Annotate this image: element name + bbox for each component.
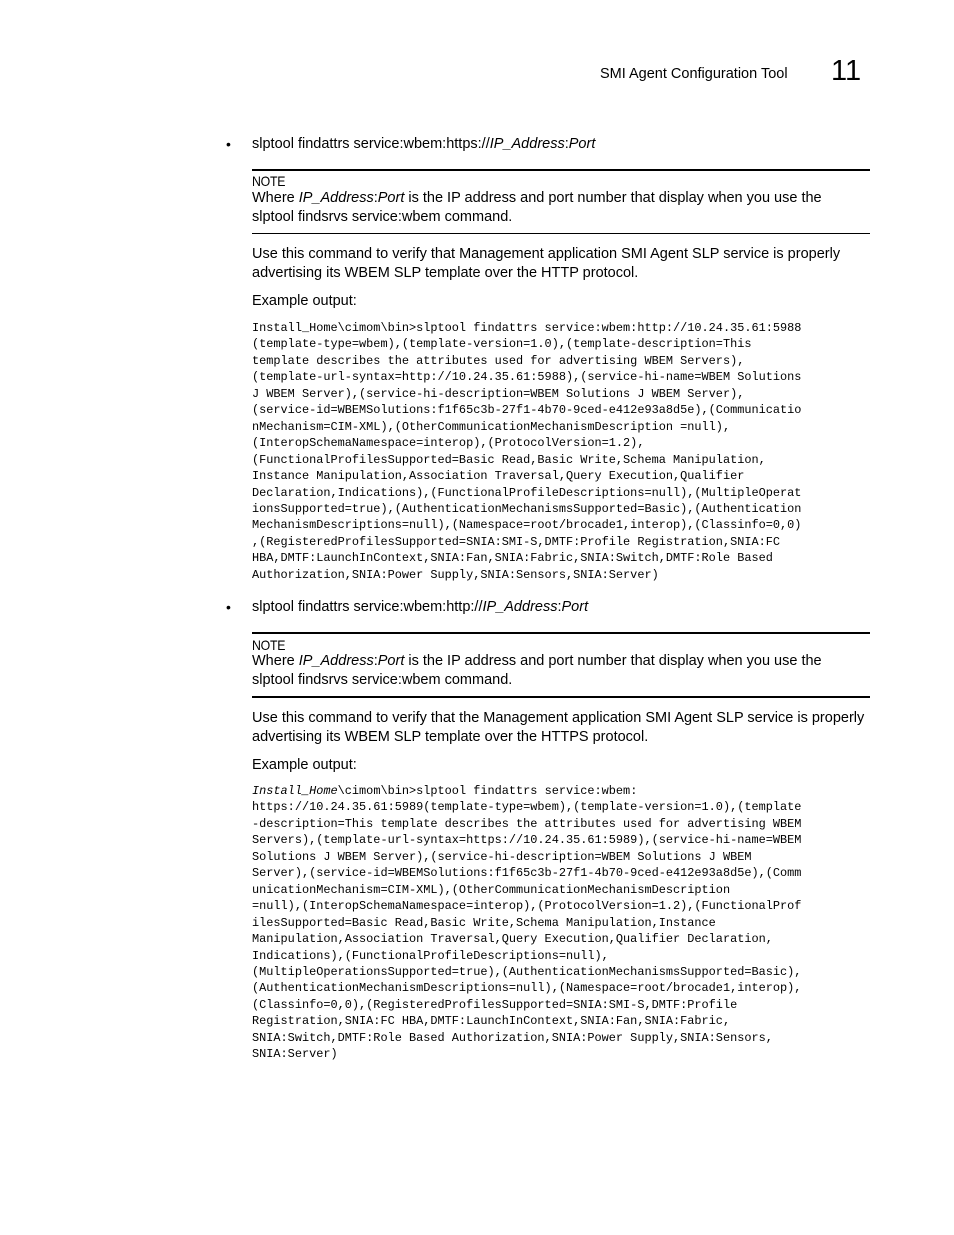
note-bottom-rule: [252, 696, 870, 698]
code-example-https: [252, 783, 872, 1063]
port-var: Port: [377, 653, 405, 669]
note-top-rule: [252, 169, 870, 171]
note-text: [252, 652, 872, 690]
port-var: Port: [377, 190, 405, 206]
code-example-http: Install_Home\cimom\bin>slptool findattrs service:wbem:http://10.24.35.61:5988 (template-type=wbem),(template-version=1.0),(template-description=This template describes the attributes used for advertising WBEM Servers), (template-url-syntax=http://10.24.35.61:5988),(service-hi-name=WBEM Solutions J WBEM Server),(service-hi-description=WBEM Solutions J WBEM Server), (service-id=WBEMSolutions:f1f65c3b-27f1-4b70-9ced-e412e93a8d5e),(Communicatio nMechanism=CIM-XML),(OtherCommunicationMechanismDescription =null), (InteropSchemaNamespace=interop),(ProtocolVersion=1.2), (FunctionalProfilesSupported=Basic Read,Basic Write,Schema Manipulation, Instance Manipulation,Association Traversal,Query Execution,Qualifier Declaration,Indications),(FunctionalProfileDescriptions=null),(MultipleOperat ionsSupported=true),(AuthenticationMechanismsSupported=Basic),(Authentication MechanismDescriptions=null),(Namespace=root/brocade1,interop),(Classinfo=0,0) ,(RegisteredProfilesSupported=SNIA:SMI-S,DMTF:Profile Registration,SNIA:FC HBA,DMTF:LaunchInContext,SNIA:Fan,SNIA:Fabric,SNIA:Switch,DMTF:Role Based Authorization,SNIA:Power Supply,SNIA:Sensors,SNIA:Server): [252, 321, 802, 582]
note-top-rule: [252, 632, 870, 634]
ip-address-var: IP_Address: [298, 190, 374, 206]
bullet-marker: •: [226, 136, 231, 152]
command-text: slptool findattrs service:wbem:http://: [252, 599, 483, 615]
note-text-pre: Where: [252, 653, 299, 669]
description-paragraph: [252, 245, 872, 283]
description-paragraph: [252, 709, 872, 747]
example-output-label: Example output:: [252, 757, 357, 773]
note-text: [252, 189, 872, 227]
description-line2: advertising its WBEM SLP template over the HTTP protocol.: [252, 265, 639, 281]
separator: :: [564, 136, 569, 152]
install-home-var: Install_Home: [252, 784, 338, 798]
separator: :: [373, 653, 378, 669]
note-text-line2: slptool findsrvs service:wbem command.: [252, 209, 513, 225]
bullet-marker: •: [226, 599, 231, 615]
ip-address-var: IP_Address: [482, 599, 558, 615]
port-var: Port: [568, 136, 596, 152]
chapter-number: 11: [831, 55, 862, 87]
separator: :: [557, 599, 562, 615]
note-text-pre: Where: [252, 190, 299, 206]
note-label: NOTE: [252, 637, 286, 653]
description-line1: Use this command to verify that Management application SMI Agent SLP service is properly: [252, 246, 841, 262]
bullet-command-http: [252, 598, 588, 617]
note-text-post: is the IP address and port number that display when you use the: [404, 190, 822, 206]
separator: :: [373, 190, 378, 206]
note-text-post: is the IP address and port number that display when you use the: [404, 653, 822, 669]
code-body: \cimom\bin>slptool findattrs service:wbem: https://10.24.35.61:5989(template-type=wbem),(template-version=1.0),(template -description=This template describes the attributes used for advertising WBEM Servers),(template-url-syntax=https://10.24.35.61:5989),(service-hi-name=WBEM Solutions J WBEM Server),(service-hi-description=WBEM Solutions J WBEM Server),(service-id=WBEMSolutions:f1f65c3b-27f1-4b70-9ced-e412e93a8d5e),(Comm unicationMechanism=CIM-XML),(OtherCommunicationMechanismDescription =null),(InteropSchemaNamespace=interop),(ProtocolVersion=1.2),(FunctionalProf ilesSupported=Basic Read,Basic Write,Schema Manipulation,Instance Manipulation,Association Traversal,Query Execution,Qualifier Declaration, Indications),(FunctionalProfileDescriptions=null), (MultipleOperationsSupported=true),(AuthenticationMechanismsSupported=Basic), (AuthenticationMechanismDescriptions=null),(Namespace=root/brocade1,interop), (Classinfo=0,0),(RegisteredProfilesSupported=SNIA:SMI-S,DMTF:Profile Registration,SNIA:FC HBA,DMTF:LaunchInContext,SNIA:Fan,SNIA:Fabric, SNIA:Switch,DMTF:Role Based Authorization,SNIA:Power Supply,SNIA:Sensors, SNIA:Server): [252, 784, 802, 1062]
note-text-line2: slptool findsrvs service:wbem command.: [252, 672, 513, 688]
ip-address-var: IP_Address: [489, 136, 565, 152]
ip-address-var: IP_Address: [298, 653, 374, 669]
description-line2: advertising its WBEM SLP template over the HTTPS protocol.: [252, 729, 649, 745]
command-text: slptool findattrs service:wbem:https://: [252, 136, 490, 152]
description-line1: Use this command to verify that the Management application SMI Agent SLP service is properly: [252, 710, 865, 726]
example-output-label: Example output:: [252, 293, 357, 309]
running-header-title: SMI Agent Configuration Tool: [600, 66, 788, 82]
note-label: NOTE: [252, 173, 286, 189]
note-bottom-rule: [252, 233, 870, 234]
port-var: Port: [561, 599, 589, 615]
bullet-command-https: [252, 135, 595, 154]
